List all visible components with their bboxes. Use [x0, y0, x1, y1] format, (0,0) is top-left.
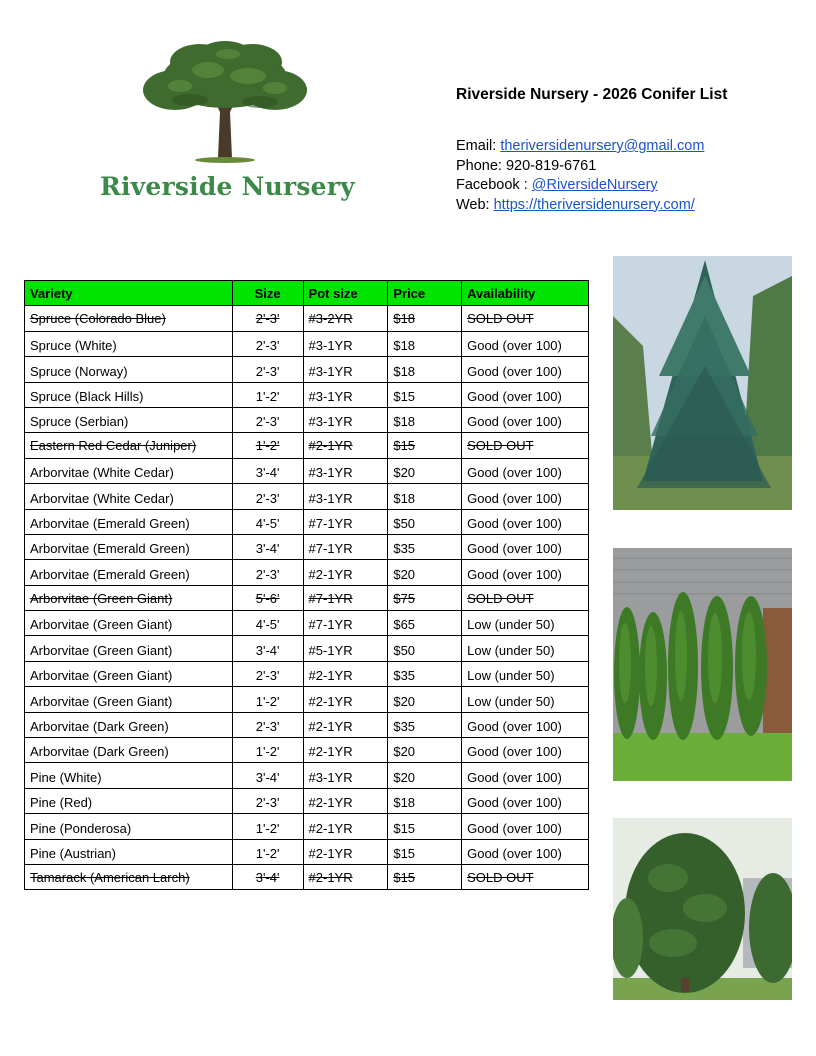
- cell-availability: SOLD OUT: [462, 585, 589, 610]
- cell-pot-size: #2-1YR: [303, 712, 388, 737]
- cell-price: $50: [388, 636, 462, 661]
- table-row: [25, 509, 589, 534]
- cell-variety: Spruce (Black Hills): [25, 382, 233, 407]
- page-title: Riverside Nursery - 2026 Conifer List: [456, 86, 728, 103]
- cell-variety: Tamarack (American Larch): [25, 864, 233, 889]
- pine-tree-photo: [613, 818, 792, 1000]
- cell-size: 2'-3': [232, 484, 303, 509]
- cell-variety: Arborvitae (White Cedar): [25, 484, 233, 509]
- web-link[interactable]: https://theriversidenursery.com/: [493, 196, 695, 213]
- cell-variety: Eastern Red Cedar (Juniper): [25, 433, 233, 458]
- cell-price: $15: [388, 433, 462, 458]
- cell-size: 5'-6': [232, 585, 303, 610]
- cell-availability: Low (under 50): [462, 661, 589, 686]
- cell-availability: SOLD OUT: [462, 864, 589, 889]
- cell-availability: Good (over 100): [462, 814, 589, 839]
- cell-availability: Good (over 100): [462, 712, 589, 737]
- cell-price: $50: [388, 509, 462, 534]
- cell-availability: Good (over 100): [462, 357, 589, 382]
- cell-variety: Spruce (Norway): [25, 357, 233, 382]
- cell-price: $18: [388, 788, 462, 813]
- cell-pot-size: #2-1YR: [303, 661, 388, 686]
- cell-pot-size: #2-1YR: [303, 433, 388, 458]
- table-row: [25, 357, 589, 382]
- cell-size: 3'-4': [232, 763, 303, 788]
- cell-pot-size: #7-1YR: [303, 611, 388, 636]
- cell-price: $20: [388, 738, 462, 763]
- facebook-line: [456, 176, 796, 196]
- cell-variety: Pine (Ponderosa): [25, 814, 233, 839]
- table-row: [25, 585, 589, 610]
- table-row: [25, 484, 589, 509]
- cell-variety: Spruce (White): [25, 331, 233, 356]
- cell-pot-size: #2-1YR: [303, 839, 388, 864]
- cell-variety: Arborvitae (Emerald Green): [25, 560, 233, 585]
- web-line: [456, 196, 796, 216]
- column-header-variety: Variety: [25, 281, 233, 306]
- cell-availability: Low (under 50): [462, 687, 589, 712]
- cell-availability: SOLD OUT: [462, 433, 589, 458]
- cell-size: 1'-2': [232, 687, 303, 712]
- cell-pot-size: #3-1YR: [303, 484, 388, 509]
- cell-size: 2'-3': [232, 357, 303, 382]
- table-row: [25, 738, 589, 763]
- cell-price: $20: [388, 687, 462, 712]
- header: [456, 86, 796, 215]
- cell-variety: Arborvitae (Green Giant): [25, 661, 233, 686]
- table-row: [25, 407, 589, 432]
- table-row: [25, 814, 589, 839]
- cell-availability: Good (over 100): [462, 738, 589, 763]
- cell-availability: Good (over 100): [462, 509, 589, 534]
- table-row: [25, 839, 589, 864]
- cell-price: $15: [388, 864, 462, 889]
- cell-variety: Spruce (Colorado Blue): [25, 306, 233, 331]
- phone-line: Phone: 920-819-6761: [456, 157, 597, 174]
- cell-size: 2'-3': [232, 661, 303, 686]
- cell-price: $35: [388, 661, 462, 686]
- table-row: [25, 382, 589, 407]
- column-header-size: Size: [232, 281, 303, 306]
- cell-pot-size: #2-1YR: [303, 687, 388, 712]
- cell-size: 2'-3': [232, 788, 303, 813]
- table-row: [25, 636, 589, 661]
- cell-pot-size: #3-2YR: [303, 306, 388, 331]
- cell-size: 3'-4': [232, 534, 303, 559]
- logo-text: Riverside Nursery: [100, 172, 355, 201]
- cell-pot-size: #3-1YR: [303, 763, 388, 788]
- table-row: [25, 433, 589, 458]
- cell-variety: Spruce (Serbian): [25, 407, 233, 432]
- cell-price: $18: [388, 331, 462, 356]
- cell-pot-size: #7-1YR: [303, 585, 388, 610]
- cell-price: $20: [388, 560, 462, 585]
- cell-variety: Arborvitae (Green Giant): [25, 611, 233, 636]
- table-row: [25, 611, 589, 636]
- cell-price: $35: [388, 534, 462, 559]
- cell-pot-size: #3-1YR: [303, 458, 388, 483]
- facebook-label: Facebook :: [456, 177, 532, 193]
- cell-size: 2'-3': [232, 306, 303, 331]
- cell-availability: Good (over 100): [462, 788, 589, 813]
- cell-availability: Good (over 100): [462, 458, 589, 483]
- cell-price: $18: [388, 407, 462, 432]
- cell-pot-size: #7-1YR: [303, 509, 388, 534]
- cell-variety: Arborvitae (Dark Green): [25, 738, 233, 763]
- column-header-pot-size: Pot size: [303, 281, 388, 306]
- cell-price: $15: [388, 814, 462, 839]
- facebook-link[interactable]: @RiversideNursery: [531, 177, 658, 193]
- cell-price: $18: [388, 484, 462, 509]
- cell-pot-size: #7-1YR: [303, 534, 388, 559]
- table-row: [25, 560, 589, 585]
- cell-pot-size: #5-1YR: [303, 636, 388, 661]
- cell-size: 3'-4': [232, 636, 303, 661]
- email-label: Email:: [456, 138, 501, 154]
- table-body: [25, 306, 589, 890]
- cell-pot-size: #3-1YR: [303, 357, 388, 382]
- cell-availability: Low (under 50): [462, 636, 589, 661]
- cell-availability: Good (over 100): [462, 534, 589, 559]
- cell-size: 3'-4': [232, 458, 303, 483]
- table-row: [25, 331, 589, 356]
- cell-price: $18: [388, 357, 462, 382]
- cell-availability: Low (under 50): [462, 611, 589, 636]
- table-row: [25, 661, 589, 686]
- cell-price: $20: [388, 763, 462, 788]
- table-header-row: [25, 281, 589, 306]
- cell-price: $15: [388, 382, 462, 407]
- cell-price: $18: [388, 306, 462, 331]
- cell-variety: Arborvitae (Green Giant): [25, 585, 233, 610]
- cell-size: 1'-2': [232, 382, 303, 407]
- web-label: Web:: [456, 196, 494, 213]
- cell-variety: Arborvitae (Emerald Green): [25, 509, 233, 534]
- cell-availability: Good (over 100): [462, 839, 589, 864]
- table-row: [25, 306, 589, 331]
- cell-availability: Good (over 100): [462, 763, 589, 788]
- cell-price: $65: [388, 611, 462, 636]
- cell-size: 3'-4': [232, 864, 303, 889]
- cell-availability: Good (over 100): [462, 560, 589, 585]
- cell-variety: Arborvitae (Green Giant): [25, 636, 233, 661]
- cell-variety: Arborvitae (Dark Green): [25, 712, 233, 737]
- cell-price: $35: [388, 712, 462, 737]
- cell-pot-size: #2-1YR: [303, 864, 388, 889]
- cell-variety: Arborvitae (Green Giant): [25, 687, 233, 712]
- cell-size: 2'-3': [232, 407, 303, 432]
- cell-variety: Pine (Red): [25, 788, 233, 813]
- cell-pot-size: #3-1YR: [303, 382, 388, 407]
- column-header-availability: Availability: [462, 281, 589, 306]
- cell-availability: SOLD OUT: [462, 306, 589, 331]
- cell-variety: Pine (White): [25, 763, 233, 788]
- cell-size: 2'-3': [232, 560, 303, 585]
- table-row: [25, 864, 589, 889]
- cell-availability: Good (over 100): [462, 382, 589, 407]
- cell-price: $75: [388, 585, 462, 610]
- email-line: [456, 137, 796, 157]
- table-row: [25, 763, 589, 788]
- table-row: [25, 788, 589, 813]
- contact-info: [456, 137, 796, 215]
- cell-availability: Good (over 100): [462, 407, 589, 432]
- cell-pot-size: #3-1YR: [303, 331, 388, 356]
- cell-availability: Good (over 100): [462, 331, 589, 356]
- table-row: [25, 687, 589, 712]
- cell-variety: Pine (Austrian): [25, 839, 233, 864]
- cell-size: 4'-5': [232, 611, 303, 636]
- cell-size: 2'-3': [232, 331, 303, 356]
- cell-size: 2'-3': [232, 712, 303, 737]
- spruce-tree-photo: [613, 256, 792, 510]
- cell-pot-size: #2-1YR: [303, 788, 388, 813]
- cell-size: 4'-5': [232, 509, 303, 534]
- cell-size: 1'-2': [232, 814, 303, 839]
- table-row: [25, 458, 589, 483]
- table-row: [25, 534, 589, 559]
- column-header-price: Price: [388, 281, 462, 306]
- cell-variety: Arborvitae (White Cedar): [25, 458, 233, 483]
- cell-size: 1'-2': [232, 433, 303, 458]
- conifer-table: [24, 280, 589, 890]
- nursery-logo: [100, 40, 355, 215]
- cell-pot-size: #2-1YR: [303, 560, 388, 585]
- cell-pot-size: #2-1YR: [303, 738, 388, 763]
- email-link[interactable]: theriversidenursery@gmail.com: [500, 138, 705, 154]
- arborvitae-row-photo: [613, 548, 792, 781]
- cell-variety: Arborvitae (Emerald Green): [25, 534, 233, 559]
- cell-size: 1'-2': [232, 839, 303, 864]
- cell-pot-size: #2-1YR: [303, 814, 388, 839]
- cell-price: $15: [388, 839, 462, 864]
- cell-availability: Good (over 100): [462, 484, 589, 509]
- cell-pot-size: #3-1YR: [303, 407, 388, 432]
- oak-tree-icon: [130, 40, 320, 165]
- table-row: [25, 712, 589, 737]
- cell-price: $20: [388, 458, 462, 483]
- cell-size: 1'-2': [232, 738, 303, 763]
